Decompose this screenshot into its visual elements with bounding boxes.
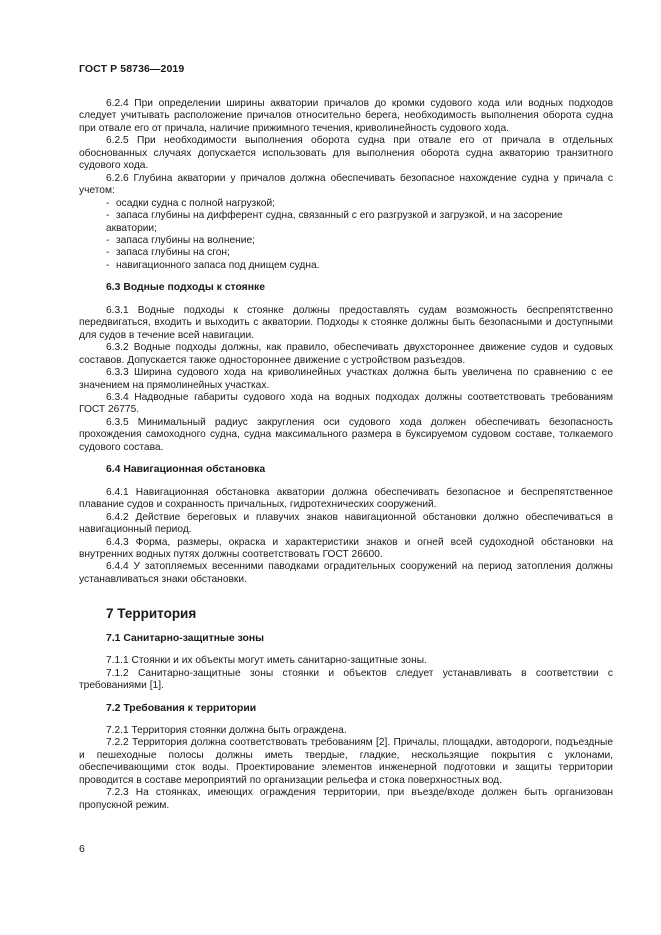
page-number: 6: [79, 843, 85, 855]
paragraph: 6.4.3 Форма, размеры, окраска и характеристики знаков и огней всей судоходной обстановки на внутренних водных путях должны соответствовать ГОСТ 26600.: [79, 536, 613, 560]
paragraph: 7.2.3 На стоянках, имеющих ограждения территории, при въезде/входе должен быть организован пропускной режим.: [79, 787, 613, 811]
paragraph: 6.3.2 Водные подходы должны, как правило, обеспечивать двухстороннее движение судов и судовых составов. Допускается также одностороннее движение с устройством разъездов.: [79, 342, 613, 366]
subsection-heading: 6.4 Навигационная обстановка: [106, 464, 266, 476]
list-item: [79, 198, 613, 210]
list-dash: -: [106, 247, 110, 259]
section-heading: 7 Территория: [106, 606, 197, 622]
list-item: [79, 247, 613, 259]
paragraph: 6.2.6 Глубина акватории у причалов должна обеспечивать безопасное нахождение судна у причала с учетом:: [79, 172, 613, 197]
list-dash: -: [106, 259, 110, 271]
paragraph: 6.3.3 Ширина судового хода на криволинейных участках должна быть увеличена по сравнению с ее значением на прямолинейных участках.: [79, 367, 613, 391]
paragraph: 6.2.4 При определении ширины акватории причалов до кромки судового хода или водных подходов следует учитывать расположение причалов относительно берега, необходимость выполнения оборота судна при отвале его от причала, наличие прижимного течения, криволинейность судового хода.: [79, 98, 613, 134]
document-header: ГОСТ Р 58736—2019: [79, 63, 185, 75]
paragraph: 6.3.5 Минимальный радиус закругления оси судового хода должен обеспечивать безопасность прохождения самоходного судна, судна максимального размера в буксируемом судовом составе, толкаемого судового состава.: [79, 416, 613, 453]
paragraph: 6.4.4 У затопляемых весенними паводками оградительных сооружений на период затопления должны устанавливаться знаки обстановки.: [79, 561, 613, 585]
paragraph: 6.3.1 Водные подходы к стоянке должны предоставлять судам возможность беспрепятственно передвигаться, входить и выходить с акватории. Подходы к стоянке должны быть безопасными и доступными для судов в течение всей навигации.: [79, 304, 613, 341]
list-item-text: навигационного запаса под днищем судна.: [116, 259, 320, 271]
list-item-text: запаса глубины на дифферент судна, связанный с его разгрузкой и загрузкой, и на засорение акватории;: [106, 210, 563, 234]
subsection-heading: 6.3 Водные подходы к стоянке: [106, 282, 265, 294]
list-item-text: запаса глубины на волнение;: [116, 234, 255, 246]
list-dash: -: [106, 210, 110, 222]
list-item: [79, 235, 613, 247]
document-body: [79, 98, 613, 812]
list-item: [79, 210, 613, 235]
paragraph: 6.3.4 Надводные габариты судового хода на водных подходах должны соответствовать требованиям ГОСТ 26775.: [79, 391, 613, 416]
paragraph: 6.4.2 Действие береговых и плавучих знаков навигационной обстановки должно обеспечиваться в навигационный период.: [79, 511, 613, 536]
subsection-heading: 7.2 Требования к территории: [106, 702, 257, 714]
paragraph: 7.2.2 Территория должна соответствовать требованиям [2]. Причалы, площадки, автодороги, подъездные и пешеходные полосы должны иметь твердые, гладкие, нескользящие покрытия с уклонами, обеспечивающими сток воды. Проектирование элементов инженерной подготовки и защиты территории проводится в составе мероприятий по организации рельефа и стока поверхностных вод.: [79, 737, 613, 786]
list-item-text: осадки судна с полной нагрузкой;: [116, 197, 275, 209]
list-item-text: запаса глубины на сгон;: [116, 247, 230, 259]
list-dash: -: [106, 234, 110, 246]
paragraph: 7.1.2 Санитарно-защитные зоны стоянки и объектов следует устанавливать в соответствии с требованиями [1].: [79, 667, 613, 692]
subsection-heading: 7.1 Санитарно-защитные зоны: [106, 632, 264, 644]
paragraph: 7.1.1 Стоянки и их объекты могут иметь санитарно-защитные зоны.: [106, 655, 427, 667]
paragraph: 6.4.1 Навигационная обстановка акватории должна обеспечивать безопасное и беспрепятственное плавание судов и сохранность причальных, гидротехнических сооружений.: [79, 486, 613, 511]
list-item: [79, 260, 613, 272]
paragraph: 7.2.1 Территория стоянки должна быть ограждена.: [106, 725, 347, 737]
list-dash: -: [106, 197, 110, 209]
paragraph: 6.2.5 При необходимости выполнения оборота судна при отвале его от причала в отдельных обоснованных случаях допускается использовать для выполнения оборота судна акваторию транзитного судового хода.: [79, 135, 613, 172]
